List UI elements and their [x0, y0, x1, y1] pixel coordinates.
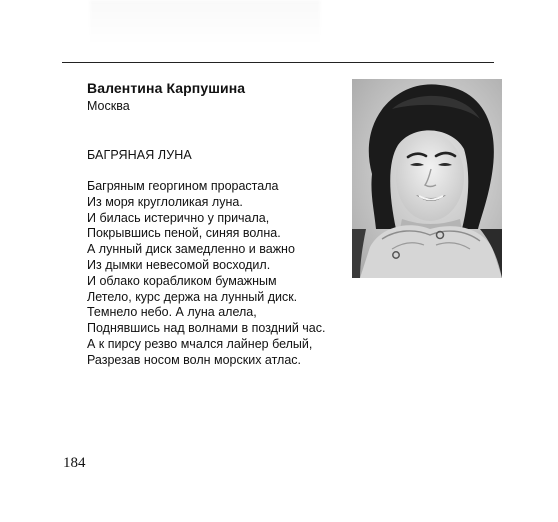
poem-line: Из дымки невесомой восходил. [87, 257, 271, 272]
poem-line: Багряным георгином прорастала [87, 179, 279, 193]
poem-line: Летело, курс держа на лунный диск. [87, 289, 298, 304]
poem-line: А лунный диск замедленно и важно [87, 242, 295, 257]
author-name: Валентина Карпушина [87, 80, 246, 96]
poem-line: Темнело небо. А луна алела, [87, 305, 257, 320]
show-through-artifact [90, 0, 320, 46]
poem-title: БАГРЯНАЯ ЛУНА [87, 148, 192, 162]
page-number: 184 [63, 455, 86, 471]
poem-line: Поднявшись над волнами в поздний час. [87, 321, 326, 336]
poem-body [87, 179, 325, 369]
poem-line: Разрезав носом волн морских атлас. [87, 352, 302, 367]
poem-line: А к пирсу резво мчался лайнер белый, [87, 336, 313, 351]
author-photo [352, 79, 502, 278]
poem-line: Из моря круглоликая луна. [87, 194, 243, 209]
header-rule [62, 62, 494, 63]
poem-line: И облако корабликом бумажным [87, 273, 277, 288]
poem-line: И билась истерично у причала, [87, 210, 270, 225]
poem-line: Покрывшись пеной, синяя волна. [87, 226, 281, 241]
author-city: Москва [87, 99, 130, 113]
